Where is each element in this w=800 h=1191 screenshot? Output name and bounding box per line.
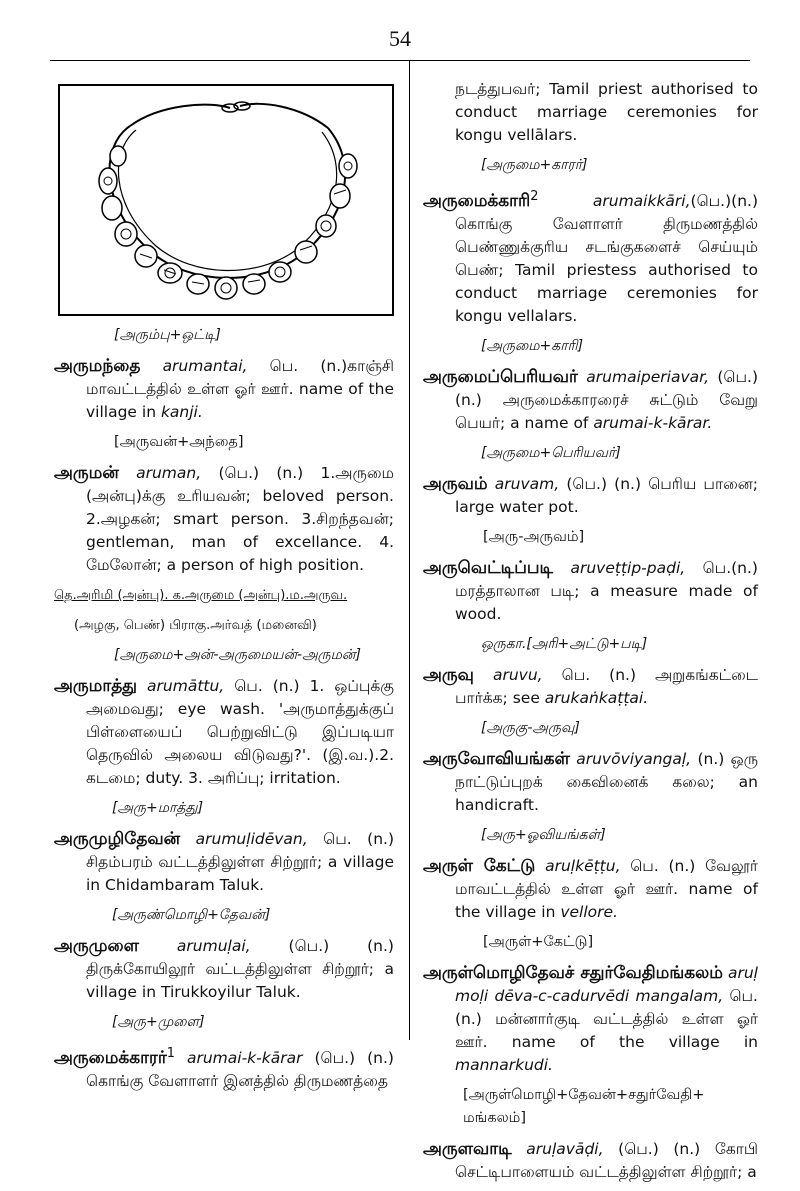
page-number: 54 <box>389 26 411 51</box>
headword: அருவோவியங்கள் <box>423 749 570 770</box>
etymology: [அரு+மாத்து] <box>112 800 204 816</box>
etymology: [அருகு-அருவு] <box>481 720 580 737</box>
place-name: vellore. <box>560 903 618 922</box>
cross-reference: arumai-k-kārar. <box>593 414 713 433</box>
place-name: mannarkudi. <box>455 1056 553 1075</box>
entry-body: பெ. (n.) வேலூர் மாவட்டத்தில் உள்ள ஓர் ஊர். name of the village in <box>455 857 758 922</box>
transliteration: aruvam, <box>494 475 560 494</box>
top-rule <box>50 60 750 61</box>
headword: அருமைப்பெரியவர் <box>423 367 578 388</box>
entry-body: (n.) ஒரு நாட்டுப்புறக் கைவினைக் கலை; an handicraft. <box>455 750 758 815</box>
left-column <box>54 80 394 1100</box>
dictionary-entry <box>423 473 758 519</box>
transliteration: aruvōviyangaḷ, <box>576 750 692 769</box>
superscript: 1 <box>166 1046 175 1061</box>
etymology: ஒருகா.[அரி+அட்டு+படி] <box>481 636 648 653</box>
continued-entry: நடத்துபவர்; Tamil priest authorised to conduct marriage ceremonies for kongu vellālars. <box>455 80 758 144</box>
dictionary-entry <box>423 962 758 1077</box>
column-divider <box>409 60 410 1040</box>
cognates-text: தெ.அரிமி (அன்பு). க.அருமை (அன்பு).ம.அருவ. <box>54 588 348 603</box>
etymology: [அரு+ஓவியங்கள்] <box>481 827 606 844</box>
dictionary-entry <box>54 1042 394 1093</box>
transliteration: arumuḷai, <box>176 937 251 955</box>
headword: அருள் கேட்டு <box>423 856 536 877</box>
entry-body: பெ. (n.) சிதம்பரம் வட்டத்திலுள்ள சிற்றூர்; a village in Chidambaram Taluk. <box>86 830 394 894</box>
headword: அருவு <box>423 665 474 686</box>
transliteration: aruvu, <box>492 666 543 685</box>
entry-body: பெ. (n.) 1. ஒப்புக்கு அமைவது; eye wash. 'அருமாத்துக்குப் பிள்ளையைப் பெற்றுவிட்டு இப்படியா தெருவில் அலைய விடுவது?'. (இ.வ.).2. கடமை; duty. 3. அரிப்பு; irritation. <box>86 677 394 787</box>
etymology: [அருள்மொழி+தேவன்+சதுர்வேதி+ மங்கலம்] <box>463 1087 705 1127</box>
transliteration: arumaikkāri, <box>592 192 691 211</box>
dictionary-entry <box>54 675 394 790</box>
dictionary-entry <box>423 748 758 817</box>
etymology: [அருள்+கேட்டு] <box>483 934 594 951</box>
transliteration: arumuḷidēvan, <box>195 830 308 848</box>
transliteration: aruveṭṭip-paḍi, <box>570 559 686 578</box>
place-name: kanji. <box>160 403 203 421</box>
right-column <box>423 78 758 1191</box>
headword: அருமுளை <box>54 936 139 956</box>
entry-body: பெ.(n.) மரத்தாலான படி; a measure made of wood. <box>455 559 758 624</box>
entry-body: (பெ.) (n.) பெரிய பானை; large water pot. <box>455 475 758 517</box>
cognates-line <box>54 584 394 608</box>
entry-body: பெ. (n.) அறுகங்கட்டை பார்க்க; see <box>455 666 758 708</box>
etymology: [அருண்மொழி+தேவன்] <box>112 907 271 923</box>
etymology: [அருமை+காரி] <box>481 338 584 355</box>
dictionary-entry <box>423 185 758 328</box>
transliteration: aruman, <box>136 464 202 482</box>
cognates-text: (அழகு, பெண்) பிராகு.அர்வத் (மனைவி) <box>74 618 317 633</box>
etymology: [அருமை+அன்-அருமையன்-அருமன்] <box>114 647 361 663</box>
headword: அருமன் <box>54 463 119 483</box>
headword: அருள்மொழிதேவச் சதுர்வேதிமங்கலம் <box>423 963 723 984</box>
headword: அருமந்தை <box>54 356 141 376</box>
headword: அருமைக்காரர் <box>54 1048 167 1069</box>
entry-body: (பெ.) (n.) 1.அருமை (அன்பு)க்கு உரியவன்; beloved person. 2.அழகன்; smart person. 3.சிறந்தவன்; gentleman, man of excellance. 4. மேலோன்; a person of high position. <box>86 464 394 574</box>
dictionary-entry <box>423 664 758 710</box>
cross-reference: arukaṅkaṭṭai. <box>544 689 649 708</box>
necklace-drawing <box>60 86 392 314</box>
cognates-line <box>74 614 394 638</box>
transliteration: arumantai, <box>162 357 248 375</box>
dictionary-entry <box>423 557 758 626</box>
entry-body: (பெ.) (n.) திருக்கோயிலூர் வட்டத்திலுள்ள சிற்றூர்; a village in Tirukkoyilur Taluk. <box>86 937 394 1001</box>
etymology: [அரு+முளை] <box>112 1014 205 1030</box>
headword: அருவெட்டிப்படி <box>423 558 554 579</box>
superscript: 2 <box>530 189 539 204</box>
entry-body: (பெ.) (n.) கோபி செட்டிபாளையம் வட்டத்திலுள்ள சிற்றூர்; a <box>455 1140 758 1182</box>
transliteration: arumaiperiavar, <box>586 368 709 387</box>
dictionary-entry <box>54 828 394 897</box>
headword: அருளவாடி <box>423 1139 512 1160</box>
transliteration: aruḷkēṭṭu, <box>545 857 621 876</box>
headword: அருமாத்து <box>54 676 138 696</box>
etymology: [அரும்பு+ஒட்டி] <box>114 327 221 343</box>
headword: அருமுழிதேவன் <box>54 829 181 849</box>
transliteration: arumāttu, <box>147 677 225 695</box>
dictionary-entry <box>423 366 758 435</box>
entry-body: (பெ.)(n.) கொங்கு வேளாளர் திருமணத்தில் பெண்ணுக்குரிய சடங்குகளைச் செய்யும் பெண்; Tamil priestess authorised to conduct marriage ceremonies for kongu vellalars. <box>455 192 758 326</box>
headword: அருமைக்காரி <box>423 191 531 212</box>
transliteration: arumai-k-kārar <box>186 1049 303 1068</box>
etymology: [அருமை+காரர்] <box>481 157 588 173</box>
dictionary-entry <box>54 355 394 424</box>
entry-body: பெ. (n.) மன்னார்குடி வட்டத்தில் உள்ள ஓர் ஊர். name of the village in <box>455 987 758 1052</box>
entry-body: (பெ.) (n.) கொங்கு வேளாளர் இனத்தில் திருமணத்தை <box>86 1049 394 1091</box>
etymology: [அருவன்+அந்தை] <box>114 434 244 450</box>
etymology: [அரு-அருவம்] <box>483 529 585 546</box>
dictionary-entry <box>423 1138 758 1184</box>
transliteration: aruḷavāḍi, <box>526 1140 604 1159</box>
dictionary-entry <box>54 935 394 1004</box>
etymology: [அருமை+பெரியவர்] <box>481 445 621 462</box>
dictionary-entry <box>54 462 394 577</box>
entry-body: பெ. (n.)காஞ்சி மாவட்டத்தில் உள்ள ஓர் ஊர். name of the village in <box>86 357 394 421</box>
dictionary-entry <box>423 855 758 924</box>
necklace-illustration <box>58 84 394 316</box>
transliteration: aruḷ moḷi dēva-c-cadurvēdi mangalam, <box>455 964 758 1006</box>
entry-body: (பெ.) (n.) அருமைக்காரரைச் சுட்டும் வேறு பெயர்; a name of <box>455 368 758 433</box>
headword: அருவம் <box>423 474 488 495</box>
